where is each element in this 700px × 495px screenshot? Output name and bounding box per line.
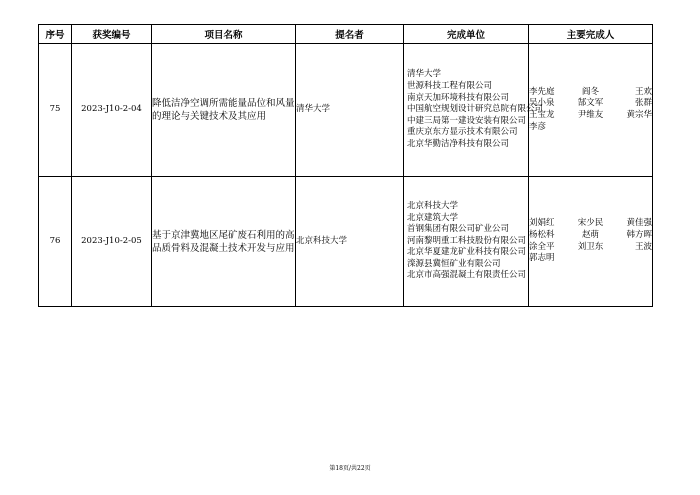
- page-number: 第18页/共22页: [329, 465, 371, 472]
- row-seq: 76: [39, 177, 72, 307]
- row-units: [404, 177, 529, 307]
- header-people: 主要完成人: [529, 25, 653, 44]
- person-name: 宋少民: [577, 218, 604, 229]
- unit-item: 清华大学: [407, 69, 442, 80]
- unit-item: 北京科技大学: [407, 200, 459, 211]
- person-name: 尹维友: [577, 110, 604, 120]
- unit-item: 北京华夏建龙矿业科技有限公司: [407, 247, 527, 258]
- table-row: [39, 44, 653, 177]
- unit-item: 河南黎明重工科技股份有限公司: [407, 235, 527, 246]
- header-award-id: 获奖编号: [72, 25, 152, 44]
- person-name: 涂全平: [529, 241, 555, 252]
- unit-item: 北京建筑大学: [407, 212, 459, 223]
- person-name: 赵萌: [581, 229, 599, 240]
- row-project: 基于京津冀地区尾矿废石利用的高品质骨料及混凝土技术开发与应用: [152, 177, 296, 307]
- row-seq: 75: [39, 44, 72, 177]
- person-name: 韩方晖: [626, 229, 652, 240]
- unit-item: 南京天加环境科技有限公司: [407, 92, 510, 103]
- unit-item: 北京市高强混凝土有限责任公司: [407, 270, 527, 281]
- person-name: 杨松科: [529, 229, 555, 240]
- unit-item: 中建三局第一建设安装有限公司: [407, 115, 527, 126]
- person-name: 王波: [634, 241, 652, 252]
- header-units: 完成单位: [404, 25, 529, 44]
- unit-item: 滦源县冀恒矿业有限公司: [407, 258, 501, 269]
- person-name: 李彦: [529, 121, 547, 132]
- unit-item: 首钢集团有限公司矿业公司: [407, 224, 510, 235]
- person-name: 吴小泉: [529, 98, 555, 109]
- person-name: 黄宗华: [626, 110, 652, 120]
- unit-item: 中国航空规划设计研究总院有限公司: [407, 104, 544, 115]
- person-name: 刘娟红: [529, 218, 555, 229]
- row-award-id: 2023-J10-2-04: [72, 44, 152, 177]
- person-name: 刘卫东: [577, 241, 604, 252]
- awards-table: [38, 24, 653, 307]
- unit-item: 北京华勤洁净科技有限公司: [407, 138, 510, 149]
- header-project: 项目名称: [152, 25, 296, 44]
- person-name: 王宝龙: [529, 110, 555, 120]
- unit-item: 世源科技工程有限公司: [407, 81, 493, 92]
- table-header-row: [39, 25, 653, 44]
- row-project: 降低洁净空调所需能量品位和风量的理论与关键技术及其应用: [152, 44, 296, 177]
- table-row: [39, 177, 653, 307]
- person-name: 李先庭: [529, 86, 555, 97]
- row-people: [529, 177, 653, 307]
- person-name: 王欢: [634, 86, 652, 97]
- person-name: 郜文军: [577, 98, 604, 109]
- person-name: 张群: [634, 98, 652, 109]
- person-name: 阎冬: [581, 86, 599, 97]
- unit-item: 重庆京东方显示技术有限公司: [407, 127, 518, 138]
- person-name: 黄佳强: [626, 218, 652, 229]
- row-nominator: 北京科技大学: [296, 177, 404, 307]
- person-name: 郭志明: [529, 253, 555, 264]
- row-award-id: 2023-J10-2-05: [72, 177, 152, 307]
- header-nominator: 提名者: [296, 25, 404, 44]
- header-seq: 序号: [39, 25, 72, 44]
- row-nominator: 清华大学: [296, 44, 404, 177]
- row-people: [529, 44, 653, 177]
